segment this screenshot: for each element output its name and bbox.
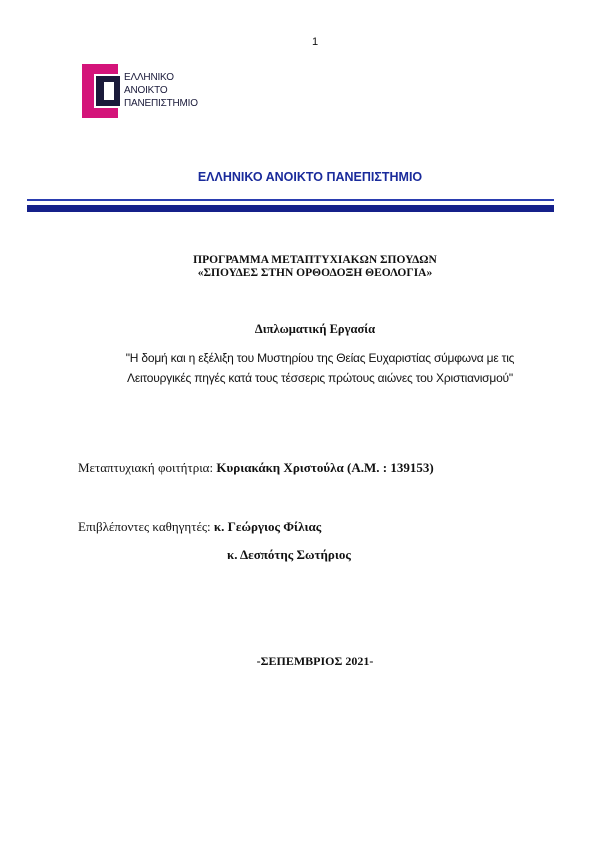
- logo-text: [124, 71, 198, 110]
- submission-date: -ΣΕΠΕΜΒΡΙΟΣ 2021-: [256, 654, 374, 668]
- student-label: Μεταπτυχιακή φοιτήτρια:: [78, 460, 214, 475]
- thesis-title-line-1: "Η δομή και η εξέλιξη του Μυστηρίου της Θείας Ευχαριστίας σύμφωνα με τις: [125, 351, 515, 365]
- university-heading: ΕΛΛΗΝΙΚΟ ΑΝΟΙΚΤΟ ΠΑΝΕΠΙΣΤΗΜΙΟ: [197, 170, 423, 184]
- thesis-title-line-2: Λειτουργικές πηγές κατά τους τέσσερις πρώτους αιώνες του Χριστιανισμού": [127, 371, 513, 385]
- page-number: 1: [311, 36, 319, 48]
- university-logo: [80, 62, 210, 120]
- program-title-line-2: «ΣΠΟΥΔΕΣ ΣΤΗΝ ΟΡΘΟΔΟΞΗ ΘΕΟΛΟΓΙΑ»: [197, 267, 433, 279]
- student-name: Κυριακάκη Χριστούλα (Α.Μ. : 139153): [216, 460, 434, 475]
- supervisor-2: κ. Δεσπότης Σωτήριος: [227, 547, 351, 562]
- logo-mark-icon: [80, 62, 124, 120]
- supervisors-label: Επιβλέποντες καθηγητές:: [78, 519, 211, 534]
- logo-line-2: ΑΝΟΙΚΤΟ: [124, 85, 168, 96]
- supervisor-1: κ. Γεώργιος Φίλιας: [213, 519, 322, 534]
- logo-line-1: ΕΛΛΗΝΙΚΟ: [124, 72, 174, 83]
- header-rule-thin: [27, 199, 554, 201]
- thesis-type: Διπλωματική Εργασία: [254, 322, 376, 336]
- logo-line-3: ΠΑΝΕΠΙΣΤΗΜΙΟ: [124, 98, 198, 109]
- supervisor-2-line: [227, 547, 351, 563]
- supervisors-line: [78, 519, 321, 535]
- student-line: [78, 460, 434, 476]
- program-title-line-1: ΠΡΟΓΡΑΜΜΑ ΜΕΤΑΠΤΥΧΙΑΚΩΝ ΣΠΟΥΔΩΝ: [193, 254, 437, 266]
- header-rule-thick: [27, 205, 554, 212]
